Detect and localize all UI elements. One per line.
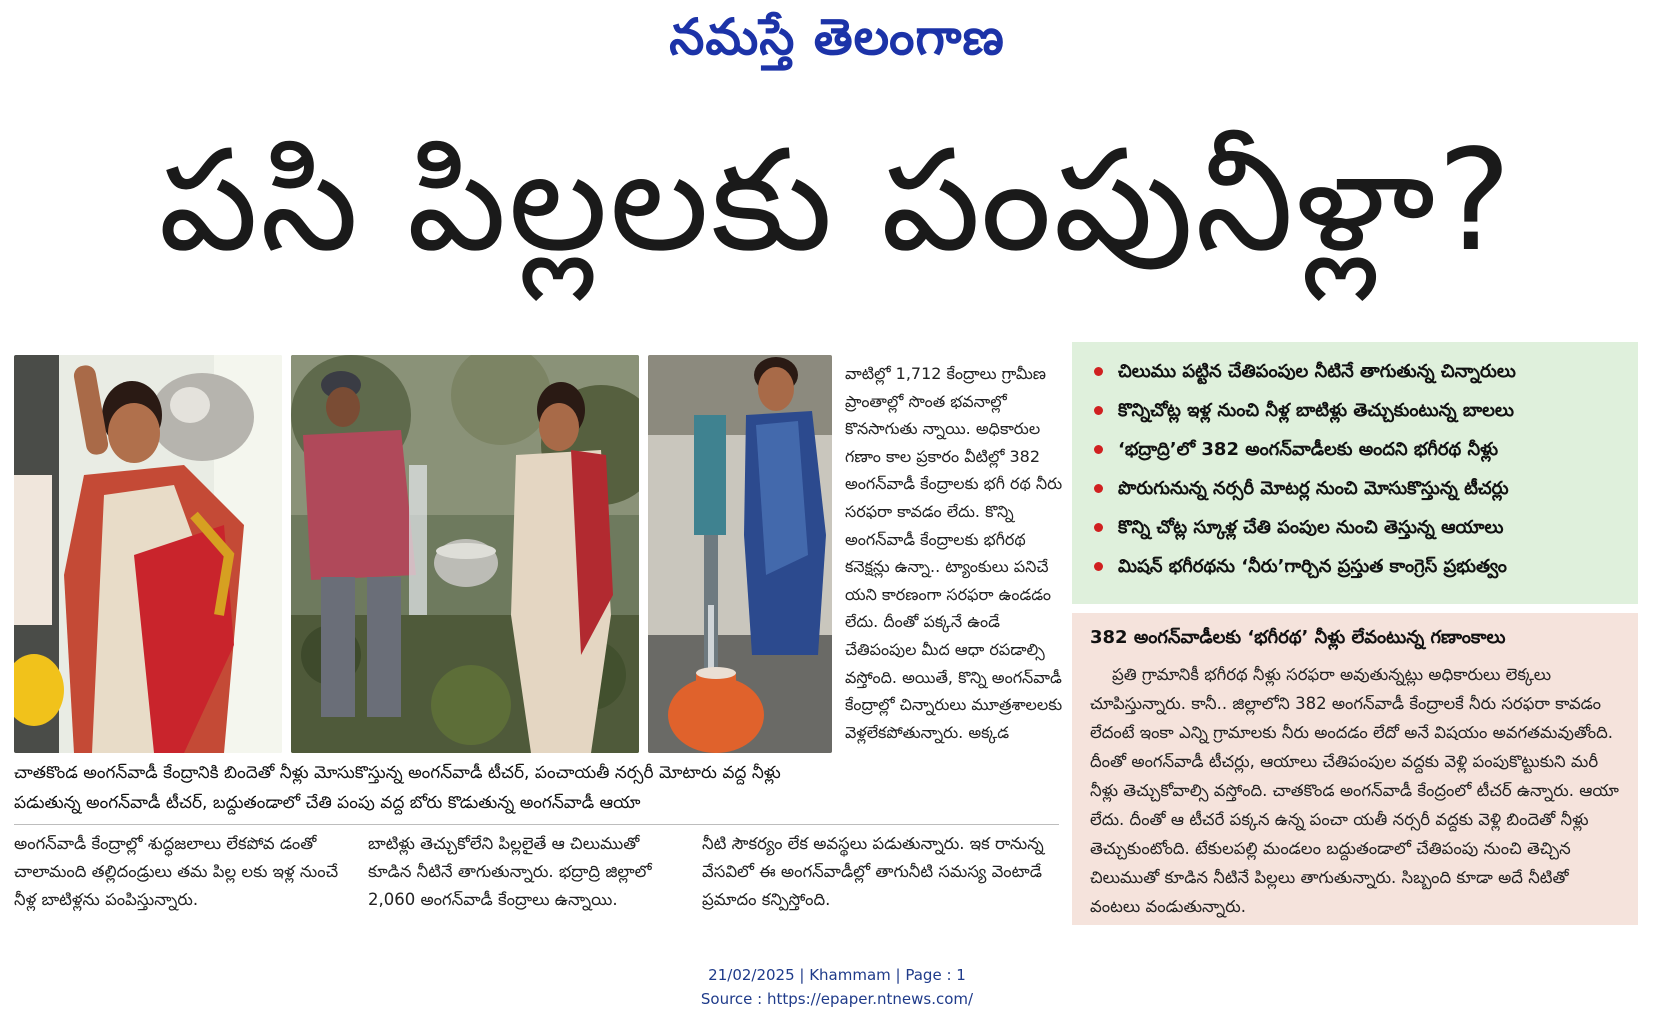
highlights-box — [1072, 342, 1638, 604]
highlight-item: కొన్నిచోట్ల ఇళ్ల నుంచి నీళ్ల బాటిళ్లు తెచ్చుకుంటున్న బాలలు — [1084, 391, 1626, 430]
photo-caption: చాతకొండ అంగన్‌వాడీ కేంద్రానికి బిందెతో నీళ్లు మోసుకొస్తున్న అంగన్‌వాడీ టీచర్, పంచాయతీ నర్సరీ మోటారు వద్ద నీళ్లు పడుతున్న అంగన్‌వాడీ టీచర్, బద్దుతండాలో చేతి పంపు వద్ద బోరు కొడుతున్న అంగన్‌వాడీ ఆయా — [14, 763, 781, 813]
footer-source-link[interactable]: Source : https://epaper.ntnews.com/ — [700, 990, 974, 1008]
headline: పసి పిల్లలకు పంపునీళ్లా? — [158, 120, 1514, 283]
article-side-column: వాటిల్లో 1,712 కేంద్రాలు గ్రామీణ ప్రాంతాల్లో సొంత భవనాల్లో కొనసాగుతు న్నాయి. అధికారుల గణాం కాల ప్రకారం వీటిల్లో 382 అంగన్‌వాడీ కేంద్రాలకు భగీ రథ నీరు సరఫరా కావడం లేదు. కొన్ని అంగన్‌వాడీ కేంద్రాలకు భగీరథ కనెక్షన్లు ఉన్నా.. ట్యాంకులు పనిచే యని కారణంగా సరఫరా ఉండడం లేదు. దీంతో పక్కనే ఉండే చేతిపంపుల మీద ఆధా రపడాల్సి వస్తోంది. అయితే, కొన్ని అంగన్‌వాడీ కేంద్రాల్లో చిన్నారులు మూత్రశాలలకు వెళ్లలేకపోతున్నారు. అక్కడ — [845, 364, 1063, 742]
article-column-3: నీటి సౌకర్యం లేక అవస్థలు పడుతున్నారు. ఇక రానున్న వేసవిలో ఈ అంగన్‌వాడీల్లో తాగునీటి సమస్య వెంటాడే ప్రమాదం కన్పిస్తోంది. — [702, 834, 1044, 909]
highlight-item: మిషన్ భగీరథను ‘నీరు’గార్చిన ప్రస్తుత కాంగ్రెస్ ప్రభుత్వం — [1084, 547, 1626, 586]
article-column-2: బాటిళ్లు తెచ్చుకోలేని పిల్లలైతే ఆ చిలుముతో కూడిన నీటినే తాగుతున్నారు. భద్రాద్రి జిల్లాలో 2,060 అంగన్‌వాడీ కేంద్రాలు ఉన్నాయి. — [368, 834, 652, 909]
bullet-dot-icon — [1094, 406, 1103, 415]
statistics-box-title: 382 అంగన్‌వాడీలకు ‘భగీరథ’ నీళ్లు లేవంటున్న గణాంకాలు — [1090, 627, 1506, 648]
highlight-item: ‘భద్రాద్రి’లో 382 అంగన్‌వాడీలకు అందని భగీరథ నీళ్లు — [1084, 430, 1626, 469]
statistics-box-body: ప్రతి గ్రామానికీ భగీరథ నీళ్లు సరఫరా అవుతున్నట్లు అధికారులు లెక్కలు చూపిస్తున్నారు. కానీ.. జిల్లాలోని 382 అంగన్‌వాడీ కేంద్రాలకే నీరు సరఫరా కావడం లేదంటే ఇంకా ఎన్ని గ్రామాలకు నీరు అందడం లేదో అనే విషయం అవగతమవుతోంది. దీంతో అంగన్‌వాడీ టీచర్లు, ఆయాలు చేతిపంపుల వద్దకు వెళ్లి పంపుకొట్టుకుని మరీ నీళ్లు తెచ్చుకోవాల్సి వస్తోంది. చాతకొండ అంగన్‌వాడీ కేంద్రంలో టీచర్ ఉన్నారు. ఆయా లేదు. దీంతో ఆ టీచరే పక్కన ఉన్న పంచా యతీ నర్సరీ వద్దకు వెళ్లి బిందెతో నీళ్లు తెచ్చుకుంటోంది. టేకులపల్లి మండలం బద్దుతండాలో చేతిపంపు నుంచి తెచ్చిన చిలుముతో కూడిన నీటినే పిల్లలు తాగుతున్నారు. సిబ్బంది కూడా అదే నీటితో వంటలు వండుతున్నారు. — [1090, 665, 1619, 916]
bullet-dot-icon — [1094, 445, 1103, 454]
bullet-dot-icon — [1094, 484, 1103, 493]
photo-aaya-at-hand-pump — [648, 355, 832, 753]
photo-teacher-carrying-pot — [14, 355, 282, 753]
highlight-item: కొన్ని చోట్ల స్కూళ్ల చేతి పంపుల నుంచి తెస్తున్న ఆయాలు — [1084, 508, 1626, 547]
caption-divider — [14, 824, 1059, 825]
statistics-box — [1072, 613, 1638, 925]
footer-date-edition: 21/02/2025 | Khammam | Page : 1 — [708, 966, 966, 984]
highlight-item: చిలుము పట్టిన చేతిపంపుల నీటినే తాగుతున్న చిన్నారులు — [1084, 352, 1626, 391]
highlight-item: పొరుగునున్న నర్సరీ మోటర్ల నుంచి మోసుకొస్తున్న టీచర్లు — [1084, 469, 1626, 508]
photo-teacher-at-nursery-motor — [291, 355, 639, 753]
article-column-1: అంగన్‌వాడీ కేంద్రాల్లో శుద్ధజలాలు లేకపోవ డంతో చాలామంది తల్లిదండ్రులు తమ పిల్ల లకు ఇళ్ల నుంచే నీళ్ల బాటిళ్లను పంపిస్తున్నారు. — [14, 834, 339, 909]
bullet-dot-icon — [1094, 523, 1103, 532]
bullet-dot-icon — [1094, 562, 1103, 571]
masthead-logo: నమస్తే తెలంగాణ — [669, 8, 1005, 66]
bullet-dot-icon — [1094, 367, 1103, 376]
